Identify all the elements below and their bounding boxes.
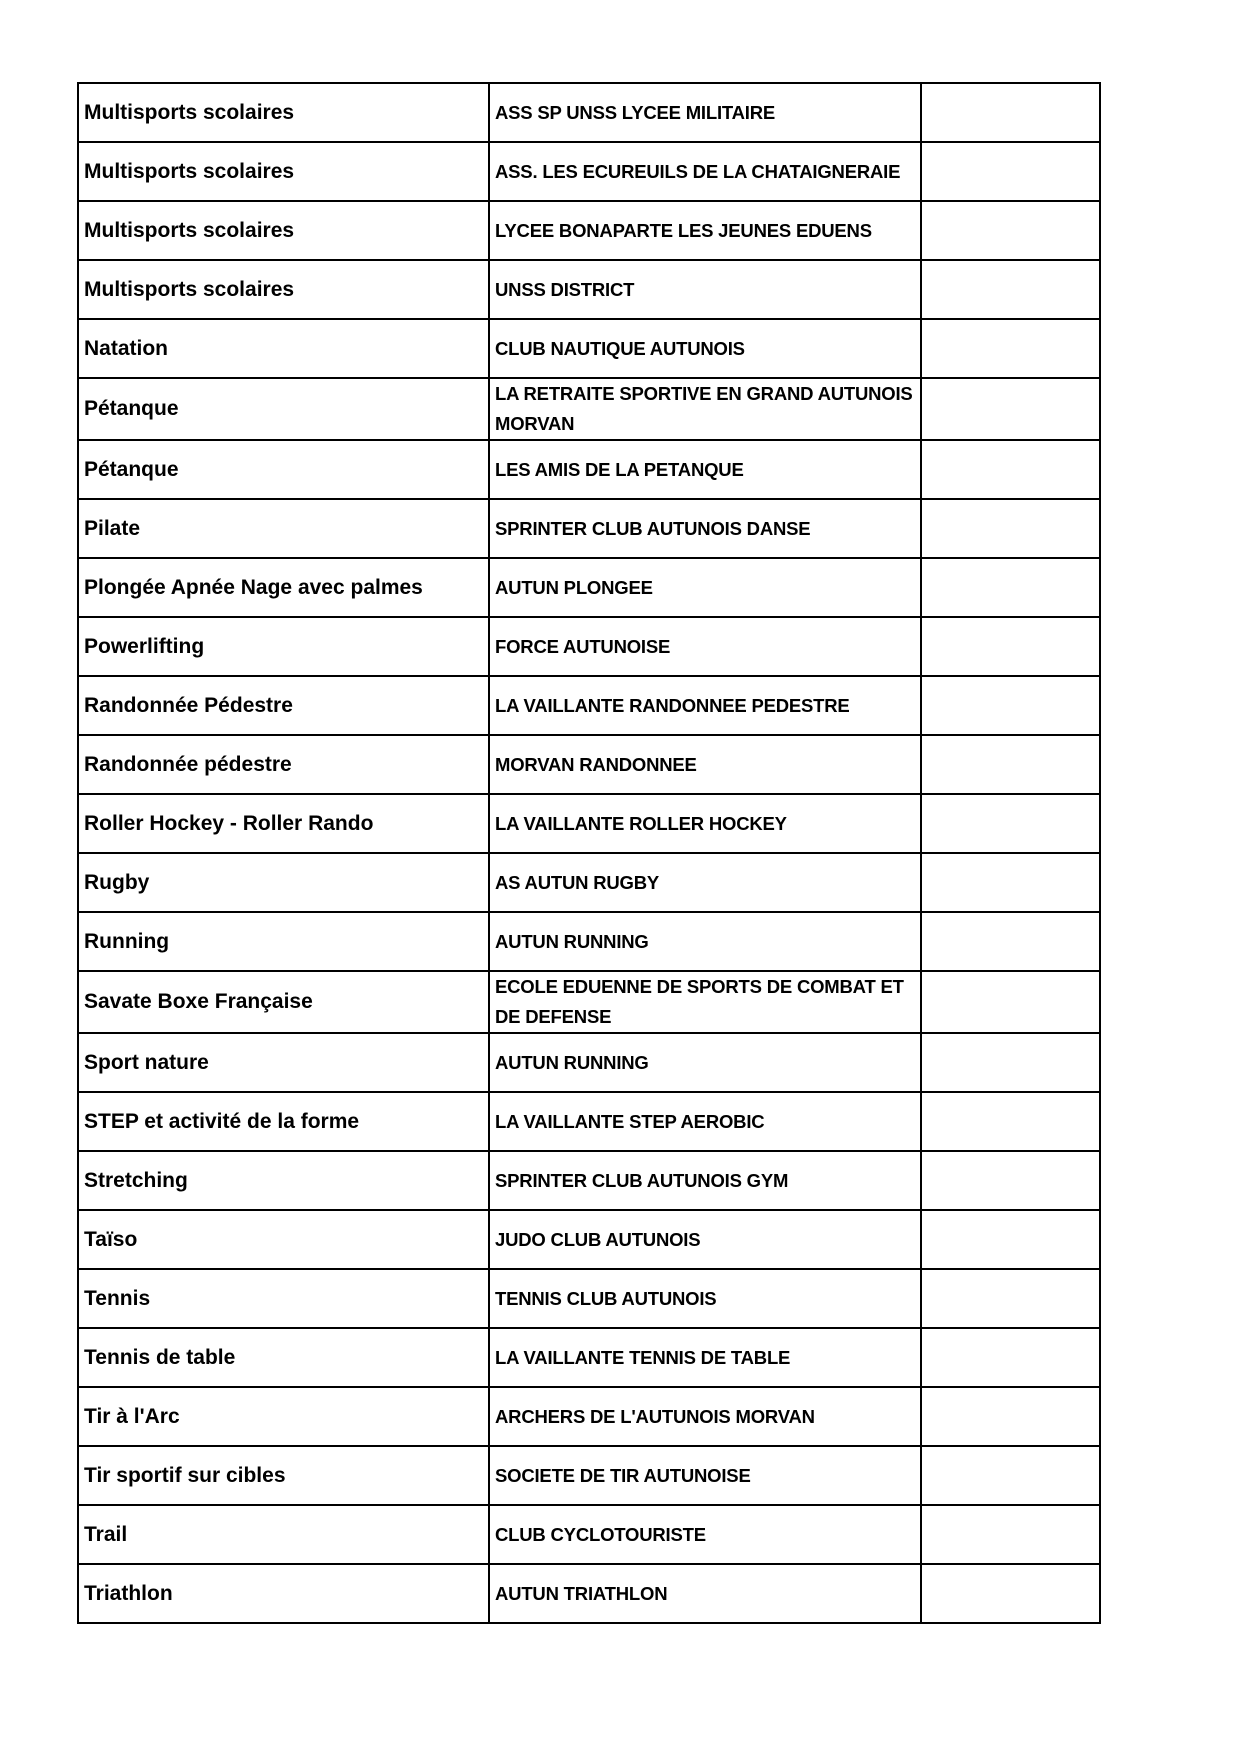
- table-row: [78, 853, 1100, 912]
- table-row: [78, 676, 1100, 735]
- club-cell: LA RETRAITE SPORTIVE EN GRAND AUTUNOIS MORVAN: [489, 378, 921, 440]
- table-row: [78, 1269, 1100, 1328]
- empty-cell: [921, 1151, 1100, 1210]
- club-cell: SPRINTER CLUB AUTUNOIS DANSE: [489, 499, 921, 558]
- table-row: [78, 617, 1100, 676]
- sport-cell: Taïso: [78, 1210, 489, 1269]
- table-row: [78, 142, 1100, 201]
- club-cell: UNSS DISTRICT: [489, 260, 921, 319]
- sport-cell: Triathlon: [78, 1564, 489, 1623]
- club-cell: LA VAILLANTE TENNIS DE TABLE: [489, 1328, 921, 1387]
- empty-cell: [921, 1092, 1100, 1151]
- club-cell: JUDO CLUB AUTUNOIS: [489, 1210, 921, 1269]
- table-row: [78, 558, 1100, 617]
- table-row: [78, 1210, 1100, 1269]
- club-cell: LYCEE BONAPARTE LES JEUNES EDUENS: [489, 201, 921, 260]
- empty-cell: [921, 499, 1100, 558]
- sport-cell: Tir sportif sur cibles: [78, 1446, 489, 1505]
- sport-cell: Running: [78, 912, 489, 971]
- club-cell: SOCIETE DE TIR AUTUNOISE: [489, 1446, 921, 1505]
- empty-cell: [921, 971, 1100, 1033]
- table-row: [78, 912, 1100, 971]
- club-cell: LES AMIS DE LA PETANQUE: [489, 440, 921, 499]
- sport-cell: Tennis: [78, 1269, 489, 1328]
- empty-cell: [921, 735, 1100, 794]
- club-cell: ASS. LES ECUREUILS DE LA CHATAIGNERAIE: [489, 142, 921, 201]
- table-row: [78, 260, 1100, 319]
- sport-cell: Multisports scolaires: [78, 142, 489, 201]
- empty-cell: [921, 676, 1100, 735]
- empty-cell: [921, 1328, 1100, 1387]
- empty-cell: [921, 912, 1100, 971]
- club-cell: AUTUN PLONGEE: [489, 558, 921, 617]
- clubs-table-body: [78, 83, 1100, 1623]
- table-row: [78, 1092, 1100, 1151]
- sport-cell: Sport nature: [78, 1033, 489, 1092]
- club-cell: AUTUN RUNNING: [489, 1033, 921, 1092]
- empty-cell: [921, 440, 1100, 499]
- sport-cell: Powerlifting: [78, 617, 489, 676]
- club-cell: SPRINTER CLUB AUTUNOIS GYM: [489, 1151, 921, 1210]
- table-row: [78, 440, 1100, 499]
- sport-cell: Trail: [78, 1505, 489, 1564]
- club-cell: ECOLE EDUENNE DE SPORTS DE COMBAT ET DE DEFENSE: [489, 971, 921, 1033]
- sport-cell: Tir à l'Arc: [78, 1387, 489, 1446]
- sport-cell: Pétanque: [78, 440, 489, 499]
- club-cell: FORCE AUTUNOISE: [489, 617, 921, 676]
- sport-cell: Multisports scolaires: [78, 201, 489, 260]
- empty-cell: [921, 853, 1100, 912]
- club-cell: LA VAILLANTE STEP AEROBIC: [489, 1092, 921, 1151]
- table-row: [78, 1328, 1100, 1387]
- table-row: [78, 794, 1100, 853]
- sport-cell: Natation: [78, 319, 489, 378]
- club-cell: TENNIS CLUB AUTUNOIS: [489, 1269, 921, 1328]
- table-row: [78, 971, 1100, 1033]
- sport-cell: Multisports scolaires: [78, 260, 489, 319]
- empty-cell: [921, 1564, 1100, 1623]
- sport-cell: Savate Boxe Française: [78, 971, 489, 1033]
- empty-cell: [921, 1505, 1100, 1564]
- empty-cell: [921, 83, 1100, 142]
- clubs-table: [77, 82, 1101, 1624]
- club-cell: LA VAILLANTE ROLLER HOCKEY: [489, 794, 921, 853]
- sport-cell: Roller Hockey - Roller Rando: [78, 794, 489, 853]
- club-cell: AUTUN TRIATHLON: [489, 1564, 921, 1623]
- empty-cell: [921, 558, 1100, 617]
- empty-cell: [921, 260, 1100, 319]
- table-row: [78, 735, 1100, 794]
- club-cell: ARCHERS DE L'AUTUNOIS MORVAN: [489, 1387, 921, 1446]
- sport-cell: Stretching: [78, 1151, 489, 1210]
- empty-cell: [921, 1210, 1100, 1269]
- club-cell: MORVAN RANDONNEE: [489, 735, 921, 794]
- table-row: [78, 1033, 1100, 1092]
- table-row: [78, 1151, 1100, 1210]
- sport-cell: Randonnée pédestre: [78, 735, 489, 794]
- club-cell: ASS SP UNSS LYCEE MILITAIRE: [489, 83, 921, 142]
- club-cell: CLUB CYCLOTOURISTE: [489, 1505, 921, 1564]
- empty-cell: [921, 1033, 1100, 1092]
- table-row: [78, 1505, 1100, 1564]
- table-row: [78, 83, 1100, 142]
- sport-cell: Pilate: [78, 499, 489, 558]
- sport-cell: Plongée Apnée Nage avec palmes: [78, 558, 489, 617]
- club-cell: CLUB NAUTIQUE AUTUNOIS: [489, 319, 921, 378]
- sport-cell: Rugby: [78, 853, 489, 912]
- empty-cell: [921, 319, 1100, 378]
- empty-cell: [921, 1387, 1100, 1446]
- sport-cell: STEP et activité de la forme: [78, 1092, 489, 1151]
- empty-cell: [921, 617, 1100, 676]
- table-row: [78, 1387, 1100, 1446]
- table-row: [78, 319, 1100, 378]
- sport-cell: Randonnée Pédestre: [78, 676, 489, 735]
- empty-cell: [921, 1446, 1100, 1505]
- table-row: [78, 499, 1100, 558]
- empty-cell: [921, 378, 1100, 440]
- table-row: [78, 1564, 1100, 1623]
- table-row: [78, 1446, 1100, 1505]
- club-cell: AUTUN RUNNING: [489, 912, 921, 971]
- table-row: [78, 201, 1100, 260]
- empty-cell: [921, 201, 1100, 260]
- empty-cell: [921, 1269, 1100, 1328]
- empty-cell: [921, 142, 1100, 201]
- sport-cell: Tennis de table: [78, 1328, 489, 1387]
- club-cell: AS AUTUN RUGBY: [489, 853, 921, 912]
- sport-cell: Pétanque: [78, 378, 489, 440]
- table-row: [78, 378, 1100, 440]
- sport-cell: Multisports scolaires: [78, 83, 489, 142]
- empty-cell: [921, 794, 1100, 853]
- club-cell: LA VAILLANTE RANDONNEE PEDESTRE: [489, 676, 921, 735]
